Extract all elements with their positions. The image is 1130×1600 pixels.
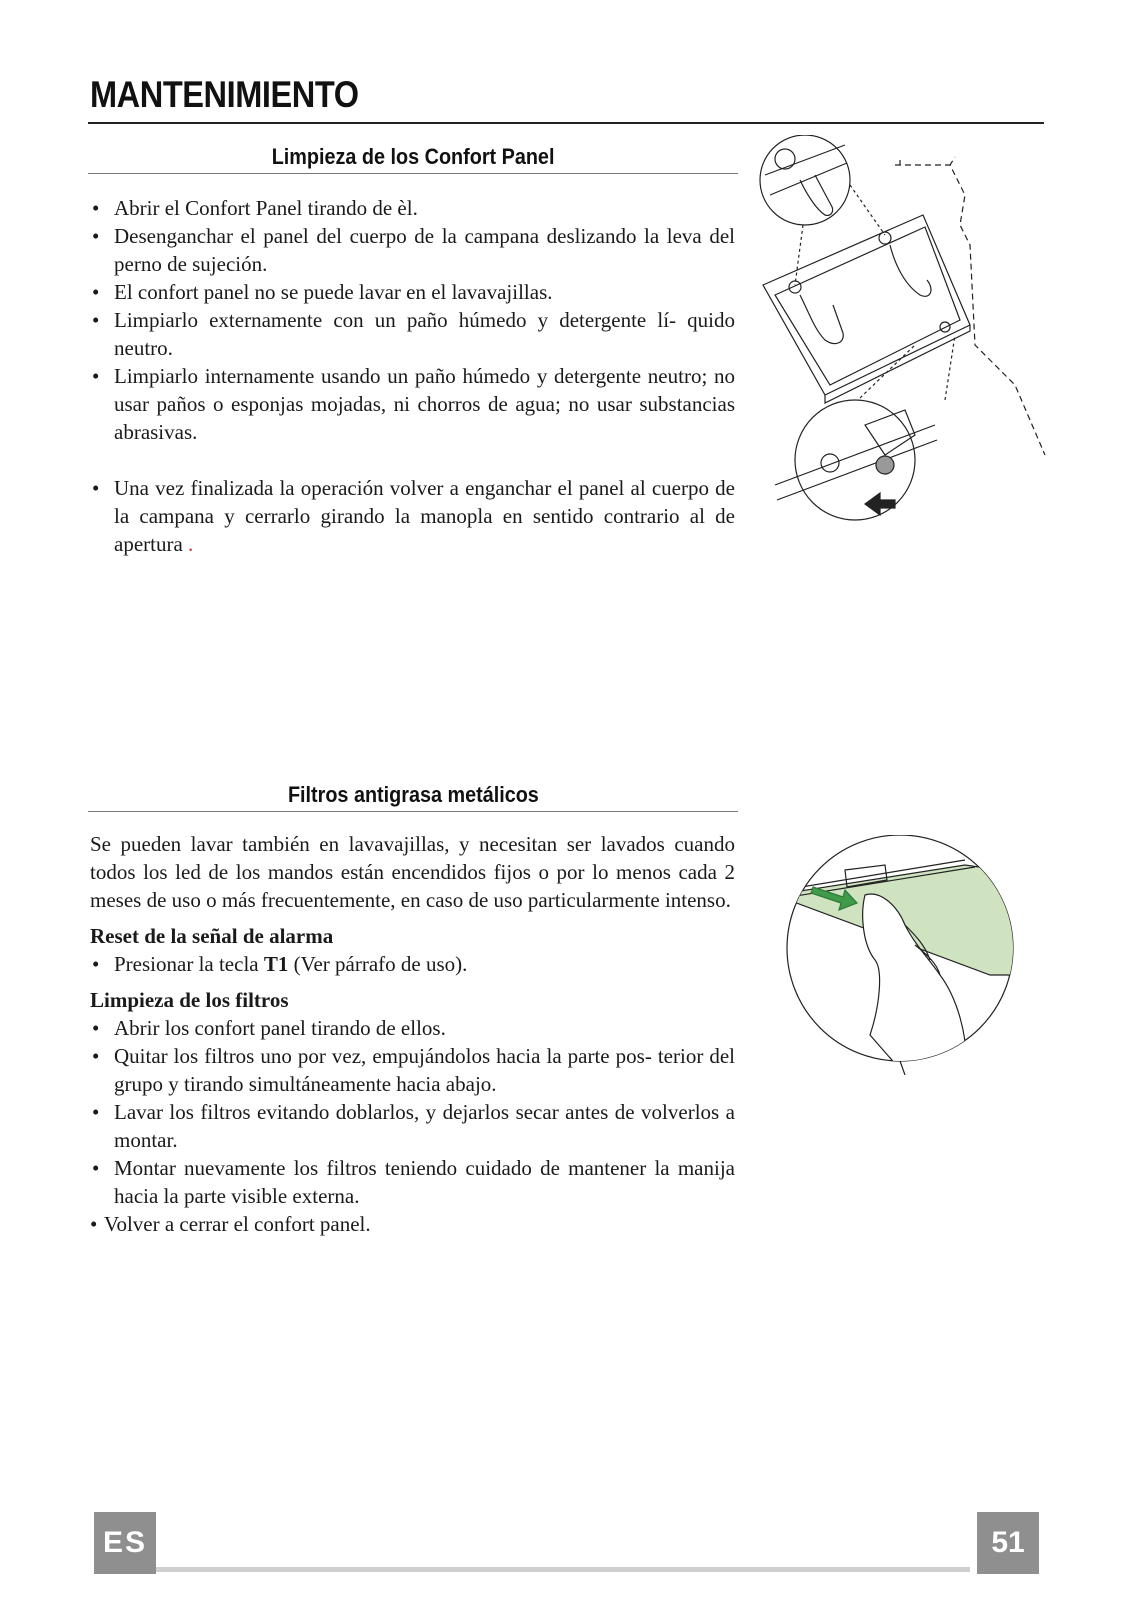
confort-panel-illustration bbox=[755, 135, 1055, 535]
list-item: • Presionar la tecla T1 (Ver párrafo de uso). bbox=[90, 950, 735, 978]
filters-instructions bbox=[90, 830, 735, 1238]
leader-lines bbox=[795, 185, 885, 285]
pin-right bbox=[879, 232, 891, 244]
wrist-line bbox=[900, 1061, 905, 1075]
list-item: • Montar nuevamente los filtros teniendo cuidado de mantener la manija hacia la parte visible externa. bbox=[90, 1154, 735, 1210]
page-title: MANTENIMIENTO bbox=[90, 74, 359, 115]
list-item: • Quitar los filtros uno por vez, empujándolos hacia la parte pos- terior del grupo y tirando simultáneamente hacia abajo. bbox=[90, 1042, 735, 1098]
filters-intro: Se pueden lavar también en lavavajillas, y necesitan ser lavados cuando todos los led de los mandos están encendidos fijos o por lo menos cada 2 meses de uso o más frecuentemente, en caso de uso particularmente intenso. bbox=[90, 832, 735, 912]
cam-icon bbox=[876, 456, 894, 474]
list-item: • El confort panel no se puede lavar en el lavavajillas. bbox=[90, 278, 735, 306]
pin-left bbox=[789, 281, 801, 293]
panel-outline bbox=[763, 215, 970, 395]
reset-heading: Reset de la señal de alarma bbox=[90, 924, 334, 948]
list-item: • Desenganchar el panel del cuerpo de la campana deslizando la leva del perno de sujeción. bbox=[90, 222, 735, 278]
filter-removal-illustration bbox=[765, 835, 1035, 1075]
hood-outline-top bbox=[900, 157, 955, 165]
knob-icon bbox=[775, 149, 795, 169]
panel-edge bbox=[825, 325, 970, 403]
list-item: • Abrir el Confort Panel tirando de èl. bbox=[90, 194, 735, 222]
page-number: 51 bbox=[977, 1512, 1039, 1574]
key-label: T1 bbox=[263, 952, 289, 976]
filters-cleaning-heading: Limpieza de los filtros bbox=[90, 988, 289, 1012]
panel-inner bbox=[775, 227, 960, 385]
leader-lines-bottom bbox=[860, 335, 955, 400]
list-item: • Limpiarlo externamente con un paño húmedo y detergente lí- quido neutro. bbox=[90, 306, 735, 362]
hand-right-icon bbox=[890, 245, 931, 296]
red-period: . bbox=[188, 532, 194, 556]
hood-outline bbox=[895, 165, 1045, 455]
title-rule bbox=[88, 122, 1044, 124]
list-item: • Limpiarlo internamente usando un paño húmedo y detergente neutro; no usar paños o esponjas mojadas, ni chorros de agua; no usar substancias abrasivas. bbox=[90, 362, 735, 446]
list-item: • Una vez finalizada la operación volver a enganchar el panel al cuerpo de la campana y cerrarlo girando la manopla en sentido contrario al de apertura . bbox=[90, 474, 735, 558]
language-tag: ES bbox=[94, 1512, 156, 1574]
hand-left-icon bbox=[800, 295, 843, 344]
detail-circle-bottom bbox=[795, 400, 915, 520]
footer-bar bbox=[150, 1567, 970, 1572]
list-item: • Lavar los filtros evitando doblarlos, y dejarlos secar antes de volverlos a montar. bbox=[90, 1098, 735, 1154]
screw-icon bbox=[821, 454, 839, 472]
list-item: • Volver a cerrar el confort panel. bbox=[90, 1210, 735, 1238]
confort-panel-instructions bbox=[90, 194, 735, 558]
section-heading-filters: Filtros antigrasa metálicos bbox=[88, 782, 738, 812]
list-item: • Abrir los confort panel tirando de ellos. bbox=[90, 1014, 735, 1042]
section-heading-confort-panel: Limpieza de los Confort Panel bbox=[88, 144, 738, 174]
push-arrow-icon bbox=[865, 493, 895, 515]
